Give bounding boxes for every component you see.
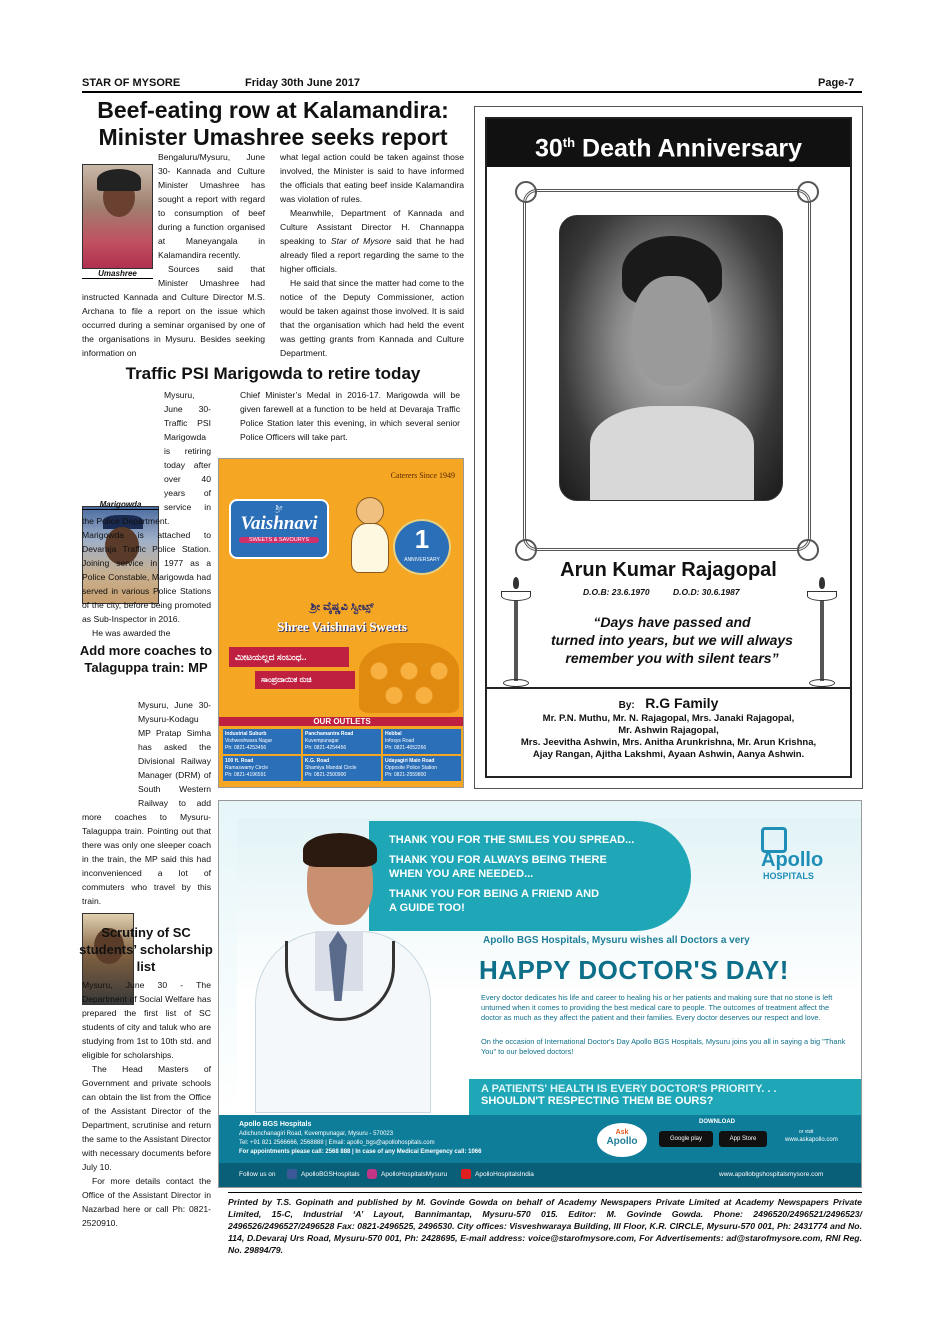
marigowda-caption: Marigowda: [82, 500, 159, 510]
article1-col1: [82, 150, 265, 362]
obituary-title-suffix: th: [562, 135, 576, 150]
laddoo-platter-illustration: [359, 643, 459, 713]
outlet-name: Industrial Suburb: [225, 731, 267, 737]
askapollo-url[interactable]: www.askapollo.com: [785, 1137, 838, 1143]
obituary-title-number: 30: [534, 134, 563, 163]
vaishnavi-tagline: Caterers Since 1949: [390, 471, 455, 480]
vaishnavi-name: Shree Vaishnavi Sweets: [277, 619, 407, 634]
outlet-name: Udayagiri Main Road: [385, 758, 435, 764]
outlet-name: K.G. Road: [305, 758, 330, 764]
instagram-icon: [367, 1169, 377, 1179]
vaishnavi-banner-1: ಮೀಟಯಲ್ಲದ ಸಂಬಂಧ..: [229, 647, 349, 667]
outlet-name: Panchamantra Road: [305, 731, 354, 737]
article1-headline-line1: Beef-eating row at Kalamandira:: [97, 97, 449, 123]
date-of-birth: D.O.B: 23.6.1970: [583, 587, 650, 597]
facebook-handle[interactable]: ApolloBGSHospitals: [301, 1171, 360, 1178]
lamp-base: [503, 679, 529, 687]
photo-float-spacer: [82, 698, 138, 810]
apollo-address-line3: For appointments please call: 2568 888 | In case of any Medical Emergency call: 1066: [239, 1149, 482, 1155]
article4-p3: For more details contact the Office of the Assistant Director in Nazarbad here or call Ph: 0821-2520910.: [82, 1176, 211, 1228]
article4-headline: Scrutiny of SC students’ scholarship list: [79, 925, 213, 974]
masthead-paper-name: STAR OF MYSORE: [82, 77, 181, 89]
photo-float-spacer: [82, 388, 164, 514]
article1-col2-p2-a: Meanwhile, Department of Kannada and Culture Assistant Director H. Channappa speaking to: [280, 208, 464, 246]
outlet-name: Hebbal: [385, 731, 402, 737]
app-store-badge[interactable]: App Store: [719, 1131, 767, 1147]
lamp-bowl: [501, 591, 531, 601]
outlet-card: [383, 756, 461, 781]
vaishnavi-sweets-ad: [218, 458, 464, 788]
obituary-ad: [474, 106, 863, 789]
lamp-base: [809, 679, 835, 687]
lamp-stem: [820, 601, 824, 681]
doctor-illustration: [245, 831, 445, 1113]
article3-p1: Mysuru, June 30- Mysuru-Kodagu MP Pratap Simha has asked the Divisional Railway Manager (DRM) of South Western Railway to add more coaches to Mysuru-Talaguppa train. Pointing out that there was only one sleeper coach in the train, the MP said this had inconvenienced a lot of commuters who travel by this train.: [82, 700, 211, 906]
apollo-logo-text: Apollo: [761, 849, 824, 871]
mascot-body: [351, 523, 389, 573]
apollo-paragraph2: On the occasion of International Doctor's Day Apollo BGS Hospitals, Mysuru joins you all in saying a big "Thank You" to our beloved doctors!: [481, 1037, 846, 1056]
obituary-frame: [485, 117, 852, 778]
priority-line2: SHOULDN'T RESPECTING THEM BE OURS?: [481, 1095, 714, 1107]
outlet-address: Infosys Road: [385, 738, 415, 744]
outlet-address: Vishweshwara Nagar: [225, 738, 273, 744]
thanks-line2: THANK YOU FOR ALWAYS BEING THERE: [389, 854, 607, 866]
outlet-phone: Ph: 0821-2559800: [385, 772, 427, 778]
vaishnavi-kannada-name: ಶ್ರೀ ವೈಷ್ಣವಿ ಸ್ವೀಟ್ಸ್: [310, 601, 374, 613]
anniversary-label: ANNIVERSARY: [404, 557, 440, 563]
family-members: [487, 713, 850, 761]
page-number: Page-7: [818, 77, 855, 89]
outlets-title: OUR OUTLETS: [219, 717, 464, 726]
facebook-icon: [287, 1169, 297, 1179]
members-line2: Mr. Ashwin Rajagopal,: [618, 725, 719, 736]
thanks-line4: THANK YOU FOR BEING A FRIEND AND: [389, 888, 600, 900]
doctor-hair: [303, 833, 377, 867]
arun-kumar-portrait: [559, 215, 783, 501]
article1-headline-line2: Minister Umashree seeks report: [98, 124, 448, 150]
apollo-address-line2: Tel: +91 821 2566666, 2568888 | Email: apollo_bgs@apollohospitals.com: [239, 1140, 435, 1146]
outlet-card: [303, 729, 381, 754]
lamp-flame: [513, 577, 519, 589]
vaishnavi-banner-2: ಸಾಂಪ್ರದಾಯಿಕ ರುಚಿ: [255, 671, 355, 689]
article1-col2-p3: He said that since the matter had come to the notice of the Deputy Commissioner, action would be taken against those involved. It is said that the organisation which had held the event was getting grants from Kannada and Culture Department.: [280, 278, 464, 358]
outlet-phone: Ph: 0821-4052266: [385, 745, 427, 751]
ask-apollo-name: Apollo: [606, 1136, 638, 1147]
article2-col2-p1: Chief Minister’s Medal in 2016-17. Marigowda will be given farewell at a function to be held at Devaraja Traffic Police Station later this evening, in which several senior Police Officers will take part.: [240, 390, 460, 442]
article2-headline: Traffic PSI Marigowda to retire today: [125, 364, 421, 383]
outlet-card: [383, 729, 461, 754]
outlet-phone: Ph: 0821-4196591: [225, 772, 267, 778]
quote-line2: turned into years, but we will always: [551, 632, 793, 648]
quote-line3: remember you with silent tears”: [565, 650, 779, 666]
article2-col2: [240, 388, 460, 444]
anniversary-badge: [393, 519, 451, 575]
obituary-divider: [487, 687, 850, 689]
apollo-wish: Apollo BGS Hospitals, Mysuru wishes all Doctors a very: [483, 935, 750, 946]
masthead-date: Friday 30th June 2017: [245, 77, 360, 89]
outlet-name: 100 ft. Road: [225, 758, 254, 764]
obituary-title-text: Death Anniversary: [575, 134, 803, 163]
members-line4: Ajay Rangan, Ajitha Lakshmi, Ayaan Ashwin, Aanya Ashwin.: [532, 749, 805, 760]
visit-label: or visit: [799, 1129, 814, 1135]
outlet-card: [223, 729, 301, 754]
ask-apollo-logo: [597, 1123, 647, 1157]
apollo-logo-sub: HOSPITALS: [763, 871, 814, 881]
obituary-title: [487, 119, 850, 167]
outlet-card: [303, 756, 381, 781]
members-line3: Mrs. Jeevitha Ashwin, Mrs. Anitha Arunkrishna, Mr. Arun Krishna,: [520, 737, 817, 748]
apollo-website[interactable]: www.apollobgshospitalsmysore.com: [719, 1171, 824, 1178]
thanks-line5: A GUIDE TOO!: [389, 902, 465, 914]
ask-apollo-ask: Ask: [615, 1129, 629, 1136]
outlet-phone: Ph: 0821-4254456: [305, 745, 347, 751]
article4-p2: The Head Masters of Government and private schools can obtain the list from the Office of the Assistant Director of the Department, scrutinise and return the same to the Assistant Director with necessary documents before July 10.: [82, 1064, 211, 1172]
priority-banner: [469, 1079, 862, 1115]
vaishnavi-logo-small: ಶ್ರೀ: [275, 503, 283, 512]
article3-body: [82, 698, 211, 922]
ornament-corner: [515, 181, 537, 203]
article2-col1-p1: Mysuru, June 30- Traffic PSI Marigowda is retiring today after over 40 years of service in the Police Department.: [82, 390, 211, 526]
by-family: R.G Family: [645, 695, 719, 711]
outlet-address: Shamiya Mandal Circle: [305, 765, 357, 771]
article1-col2-p2-c: said that he had already filed a report regarding the same to the higher officials.: [280, 236, 464, 274]
apollo-address-line1: Adichunchanagiri Road, Kuvempunagar, Mysuru - 570023: [239, 1131, 394, 1137]
vaishnavi-logo-sub: SWEETS & SAVOURYS: [239, 537, 319, 543]
by-label: By:: [618, 700, 635, 711]
outlet-address: Ramaswamy Circle: [225, 765, 269, 771]
instagram-handle[interactable]: ApolloHospitalsMysuru: [381, 1171, 448, 1178]
article2-col1-p2: Marigowda is attached to Devaraja Traffic Police Station. Joining service in 1977 as a Police Constable, Marigowda had served in various Police Stations of the city, before being promoted as Sub-Inspector in 2016.: [82, 530, 211, 624]
anniversary-number: 1: [414, 524, 430, 554]
photo-float-spacer: [82, 150, 158, 288]
download-label: DOWNLOAD: [699, 1119, 735, 1125]
outlet-address: Kuvempunagar: [305, 738, 339, 744]
vaishnavi-logo-text: Vaishnavi: [240, 513, 318, 534]
members-line1: Mr. P.N. Muthu, Mr. N. Rajagopal, Mrs. Janaki Rajagopal,: [542, 713, 795, 724]
article3-headline: Add more coaches to Talaguppa train: MP: [79, 643, 213, 675]
header-rule: [82, 91, 862, 93]
apollo-doctors-day-ad: [218, 800, 862, 1188]
umashree-caption: Umashree: [82, 269, 153, 279]
mascot-head: [356, 497, 384, 525]
outlet-card: [223, 756, 301, 781]
follow-label: Follow us on: [239, 1171, 276, 1178]
lamp-bowl: [807, 591, 837, 601]
obituary-quote: [527, 613, 817, 667]
deceased-name: Arun Kumar Rajagopal: [560, 559, 777, 581]
ornament-corner: [797, 539, 819, 561]
article1-col1-p2: Sources said that Minister Umashree had instructed Kannada and Culture Director M.S. Archana to file a report on the issue which occurred during a seminar organised by one of the organisations in Mysuru. Besides seeking information on: [82, 264, 265, 358]
priority-line1: A PATIENTS' HEALTH IS EVERY DOCTOR'S PRIORITY. . .: [481, 1083, 777, 1095]
outlet-phone: Ph: 0821-4253456: [225, 745, 267, 751]
article1-col2-p2: [280, 206, 464, 276]
apollo-address-title: Apollo BGS Hospitals: [239, 1121, 312, 1128]
shirt-shape: [590, 406, 754, 501]
article2-col1: [82, 388, 211, 642]
apollo-paragraph1: Every doctor dedicates his life and career to healing his or her patients and making sure that no stone is left unturned when it comes to providing the best medical care to people. The outcomes of treatment affect the doctor as much as they affect the patient and their families. Every doctor deserves our respect and love.: [481, 993, 833, 1022]
footer-rule: [228, 1192, 862, 1193]
date-of-death: D.O.D: 30.6.1987: [673, 587, 740, 597]
lamp-flame: [819, 577, 825, 589]
obituary-by: [487, 695, 850, 713]
google-play-badge[interactable]: Google play: [659, 1131, 713, 1147]
ornament-corner: [515, 539, 537, 561]
article2-col1-p3: He was awarded the: [92, 628, 171, 638]
outlet-phone: Ph: 0821-2500900: [305, 772, 347, 778]
article1-col2-p2-paper: Star of Mysore: [330, 236, 392, 246]
ornament-corner: [797, 181, 819, 203]
article4-body: [82, 978, 211, 1230]
mascot-illustration: [347, 489, 393, 589]
face-shape: [632, 276, 712, 386]
article4-p1: Mysuru, June 30 - The Department of Social Welfare has prepared the first list of SC students of city and taluk who are studying from 1st to 10th std. and eligible for scholarships.: [82, 980, 211, 1060]
happy-doctors-day: HAPPY DOCTOR'S DAY!: [479, 955, 789, 985]
outlet-address: Opposite Police Station: [385, 765, 437, 771]
quote-line1: “Days have passed and: [593, 614, 751, 630]
apollo-social-strip: [219, 1163, 862, 1188]
thanks-line1: THANK YOU FOR THE SMILES YOU SPREAD...: [389, 834, 635, 846]
youtube-handle[interactable]: ApolloHospitalsIndia: [475, 1171, 534, 1178]
apollo-info-strip: [219, 1115, 862, 1163]
article1-col2-p1: what legal action could be taken against those involved, the Minister is said to have informed the officials that eating beef inside Kalamandira was violation of rules.: [280, 152, 464, 204]
apollo-logo: [739, 827, 849, 887]
article1-headline: [82, 97, 464, 151]
article1-col2: [280, 150, 464, 362]
imprint-footer: Printed by T.S. Gopinath and published by M. Govinde Gowda on behalf of Academy Newspapers Private Limited at Academy Newspapers Private Limited, 15-C, Industrial ‘A’ Layout, Bannimantap, Mysuru-570 015. Editor: M. Govinde Gowda. Phone: 2496520/2496521/2496523/ 2496526/2496527/2496528 Fax: 0821-2496525, 2496530. City offices: Visveshwaraya Building, III Floor, K.R. CIRCLE, Mysuru-570 001, Ph: 2431774 and No. 114, D.Devaraj Urs Road, Mysuru-570 001, Ph: 2428695, E-mail address: voice@starofmysore.com, For Advertisements: ad@starofmysore.com, RNI Reg. No. 29894/79.: [228, 1197, 862, 1255]
outlets-grid: [223, 729, 461, 781]
vaishnavi-logo: [229, 499, 329, 559]
article1-col1-p1: Bengaluru/Mysuru, June 30- Kannada and Culture Minister Umashree has sought a report with regard to consumption of beef during a function organised at Maneyangala in Kalamandira recently.: [158, 152, 265, 260]
youtube-icon: [461, 1169, 471, 1179]
lamp-stem: [514, 601, 518, 681]
thanks-line3: WHEN YOU ARE NEEDED...: [389, 868, 534, 880]
